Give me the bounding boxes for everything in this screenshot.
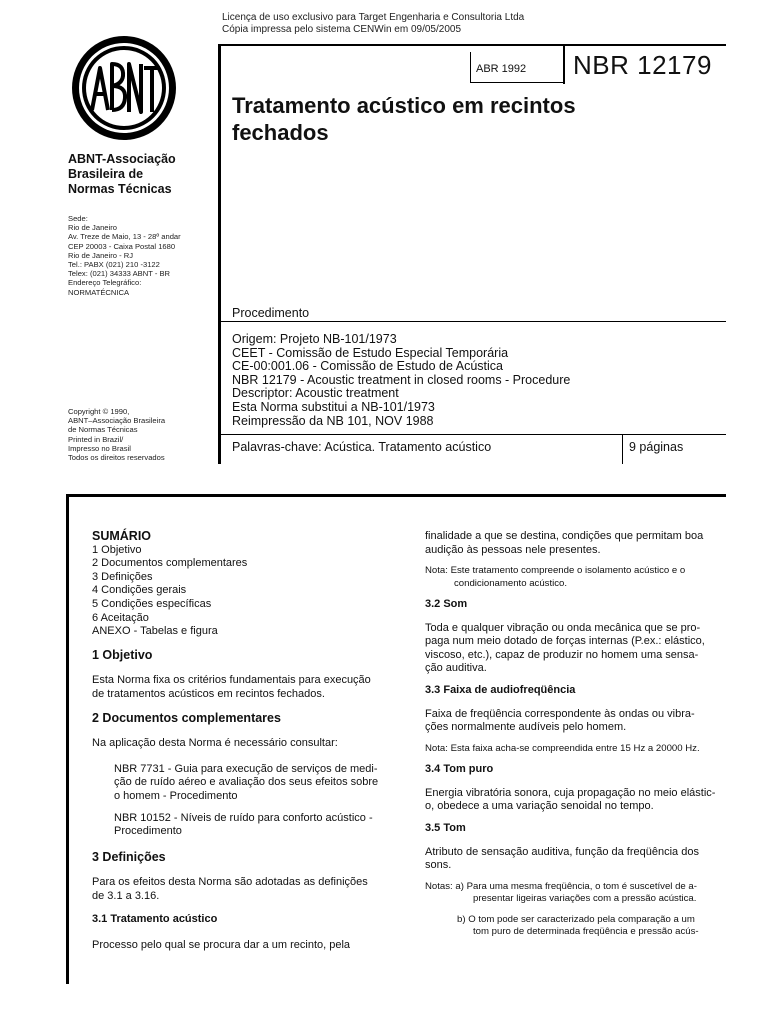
section-3-2-heading: 3.2 Som — [425, 598, 468, 610]
continued-text: audição às pessoas nele presentes. — [425, 543, 601, 556]
summary-item: 4 Condições gerais — [92, 584, 187, 597]
meta-line: NBR 12179 - Acoustic treatment in closed rooms - Procedure — [232, 372, 571, 387]
note-3-1 — [425, 565, 735, 590]
document-type: Procedimento — [232, 306, 310, 320]
organization-name — [68, 152, 176, 197]
origin-metadata — [232, 333, 570, 428]
copyright-line: Impresso no Brasil — [68, 443, 131, 453]
section-1-text: de tratamentos acústicos em recintos fechados. — [92, 687, 325, 700]
note-3-3: Nota: Esta faixa acha-se compreendida entre 15 Hz a 20000 Hz. — [425, 742, 700, 754]
publication-date: ABR 1992 — [476, 63, 527, 75]
section-3-2-text: paga num meio dotado de forças internas (P.ex.: elástico, — [425, 635, 705, 648]
date-box-bottom-rule — [470, 82, 563, 83]
section-3-text: de 3.1 a 3.16. — [92, 889, 160, 902]
address-line: Telex: (021) 34333 ABNT - BR — [68, 269, 171, 279]
reference-nbr-7731 — [92, 763, 392, 804]
summary-title: SUMÁRIO — [92, 529, 152, 543]
address-line: CEP 20003 - Caixa Postal 1680 — [68, 241, 176, 251]
note-line: condicionamento acústico. — [454, 577, 568, 589]
section-3-5-text: sons. — [425, 859, 452, 872]
pages-divider-rule — [622, 434, 623, 464]
header-top-rule — [218, 44, 726, 46]
keywords: Palavras-chave: Acústica. Tratamento acústico — [232, 440, 492, 454]
address-line: Endereço Telegráfico: — [68, 278, 142, 288]
meta-line: Esta Norma substitui a NB-101/1973 — [232, 399, 435, 414]
section-3-3-text: Faixa de freqüência correspondente às ondas ou vibra- — [425, 707, 695, 720]
section-2-heading: 2 Documentos complementares — [92, 710, 281, 725]
continued-text: finalidade a que se destina, condições que permitam boa — [425, 530, 704, 542]
section-3-text: Para os efeitos desta Norma são adotadas as definições — [92, 876, 368, 889]
body-left-rule — [66, 494, 69, 984]
copyright-line: de Normas Técnicas — [68, 425, 138, 435]
copyright-line: Todos os direitos reservados — [68, 453, 165, 463]
meta-line: Origem: Projeto NB-101/1973 — [232, 332, 397, 346]
standard-number: NBR 12179 — [573, 50, 712, 80]
section-3-2-text: viscoso, etc.), capaz de produzir no homem uma sensa- — [425, 648, 699, 661]
reference-line: ção de ruído aéreo e avaliação dos seus efeitos sobre — [114, 776, 379, 789]
keywords-top-rule — [220, 434, 726, 435]
section-3-1-text: Processo pelo qual se procura dar a um recinto, pela — [92, 939, 351, 952]
left-column — [92, 530, 392, 953]
body-top-rule — [66, 494, 726, 497]
nbr-box-left-rule — [563, 44, 565, 84]
date-box-left-rule — [470, 52, 471, 82]
address-line: Tel.: PABX (021) 210 -3122 — [68, 260, 160, 270]
title-line: fechados — [232, 120, 329, 145]
section-3-5-text: Atributo de sensação auditiva, função da freqüência dos — [425, 845, 699, 858]
copyright-line: Copyright © 1990, — [68, 407, 130, 416]
summary-item: 1 Objetivo — [92, 543, 142, 556]
page-count: 9 páginas — [629, 440, 684, 454]
note-line: presentar ligeiras variações com a pressão acústica. — [473, 893, 697, 905]
copyright-block — [68, 407, 165, 462]
meta-line: Descriptor: Acoustic treatment — [232, 386, 399, 401]
address-line: Rio de Janeiro — [68, 223, 117, 233]
org-line: ABNT-Associação — [68, 152, 176, 166]
notes-3-5-a — [425, 881, 735, 906]
license-line-2: Cópia impressa pelo sistema CENWin em 09/05/2005 — [222, 24, 461, 35]
copyright-line: ABNT–Associação Brasileira — [68, 416, 166, 426]
section-3-1-heading: 3.1 Tratamento acústico — [92, 913, 218, 926]
note-line: Nota: Este tratamento compreende o isolamento acústico e o — [425, 565, 686, 577]
copyright-line: Printed in Brazil/ — [68, 434, 124, 444]
section-3-4-text: Energia vibratória sonora, cuja propagação no meio elástic- — [425, 786, 716, 799]
meta-line: CE-00:001.06 - Comissão de Estudo de Acústica — [232, 359, 503, 374]
section-3-4-text: o, obedece a uma variação senoidal no tempo. — [425, 800, 654, 813]
section-3-2-text: ção auditiva. — [425, 662, 487, 675]
org-line: Brasileira de — [68, 167, 144, 181]
abnt-logo — [70, 34, 178, 142]
right-column — [425, 530, 735, 938]
address-line: Sede: — [68, 214, 88, 223]
section-3-2-text: Toda e qualquer vibração ou onda mecânica que se pro- — [425, 621, 701, 634]
license-notice — [222, 12, 524, 36]
section-2-intro: Na aplicação desta Norma é necessário consultar: — [92, 737, 338, 750]
section-3-4-heading: 3.4 Tom puro — [425, 763, 494, 776]
notes-3-5-b — [425, 914, 735, 939]
address-block — [68, 214, 181, 297]
reference-line: o homem - Procedimento — [114, 789, 238, 802]
section-1-heading: 1 Objetivo — [92, 647, 153, 662]
section-3-heading: 3 Definições — [92, 849, 166, 864]
reference-nbr-10152 — [92, 812, 392, 839]
section-3-3-text: ções normalmente audíveis pelo homem. — [425, 721, 627, 734]
address-line: NORMATÉCNICA — [68, 287, 130, 297]
meta-line: CEET - Comissão de Estudo Especial Temporária — [232, 345, 509, 360]
procedure-rule — [220, 321, 726, 322]
note-line: tom puro de determinada freqüência e pressão acús- — [473, 925, 699, 937]
note-line: Notas: a) Para uma mesma freqüência, o tom é suscetível de a- — [425, 880, 697, 892]
note-line: b) O tom pode ser caracterizado pela comparação a um — [457, 913, 695, 925]
section-3-5-heading: 3.5 Tom — [425, 821, 466, 834]
summary-item: 2 Documentos complementares — [92, 557, 248, 570]
org-line: Normas Técnicas — [68, 182, 172, 196]
title-line: Tratamento acústico em recintos — [232, 93, 576, 118]
license-line-1: Licença de uso exclusivo para Target Engenharia e Consultoria Ltda — [222, 12, 525, 23]
summary-item: ANEXO - Tabelas e figura — [92, 625, 218, 638]
reference-line: NBR 10152 - Níveis de ruído para conforto acústico - — [114, 811, 373, 824]
reference-line: NBR 7731 - Guia para execução de serviços de medi- — [114, 762, 378, 775]
header-left-rule — [218, 44, 221, 464]
meta-line: Reimpressão da NB 101, NOV 1988 — [232, 413, 434, 428]
summary-item: 6 Aceitação — [92, 611, 149, 624]
reference-line: Procedimento — [114, 825, 182, 838]
section-3-3-heading: 3.3 Faixa de audiofreqüência — [425, 683, 576, 696]
summary-item: 5 Condições específicas — [92, 597, 212, 610]
section-1-text: Esta Norma fixa os critérios fundamentais para execução — [92, 674, 371, 687]
summary-item: 3 Definições — [92, 570, 153, 583]
address-line: Av. Treze de Maio, 13 - 28º andar — [68, 232, 181, 242]
document-title — [232, 92, 576, 146]
address-line: Rio de Janeiro - RJ — [68, 250, 133, 260]
